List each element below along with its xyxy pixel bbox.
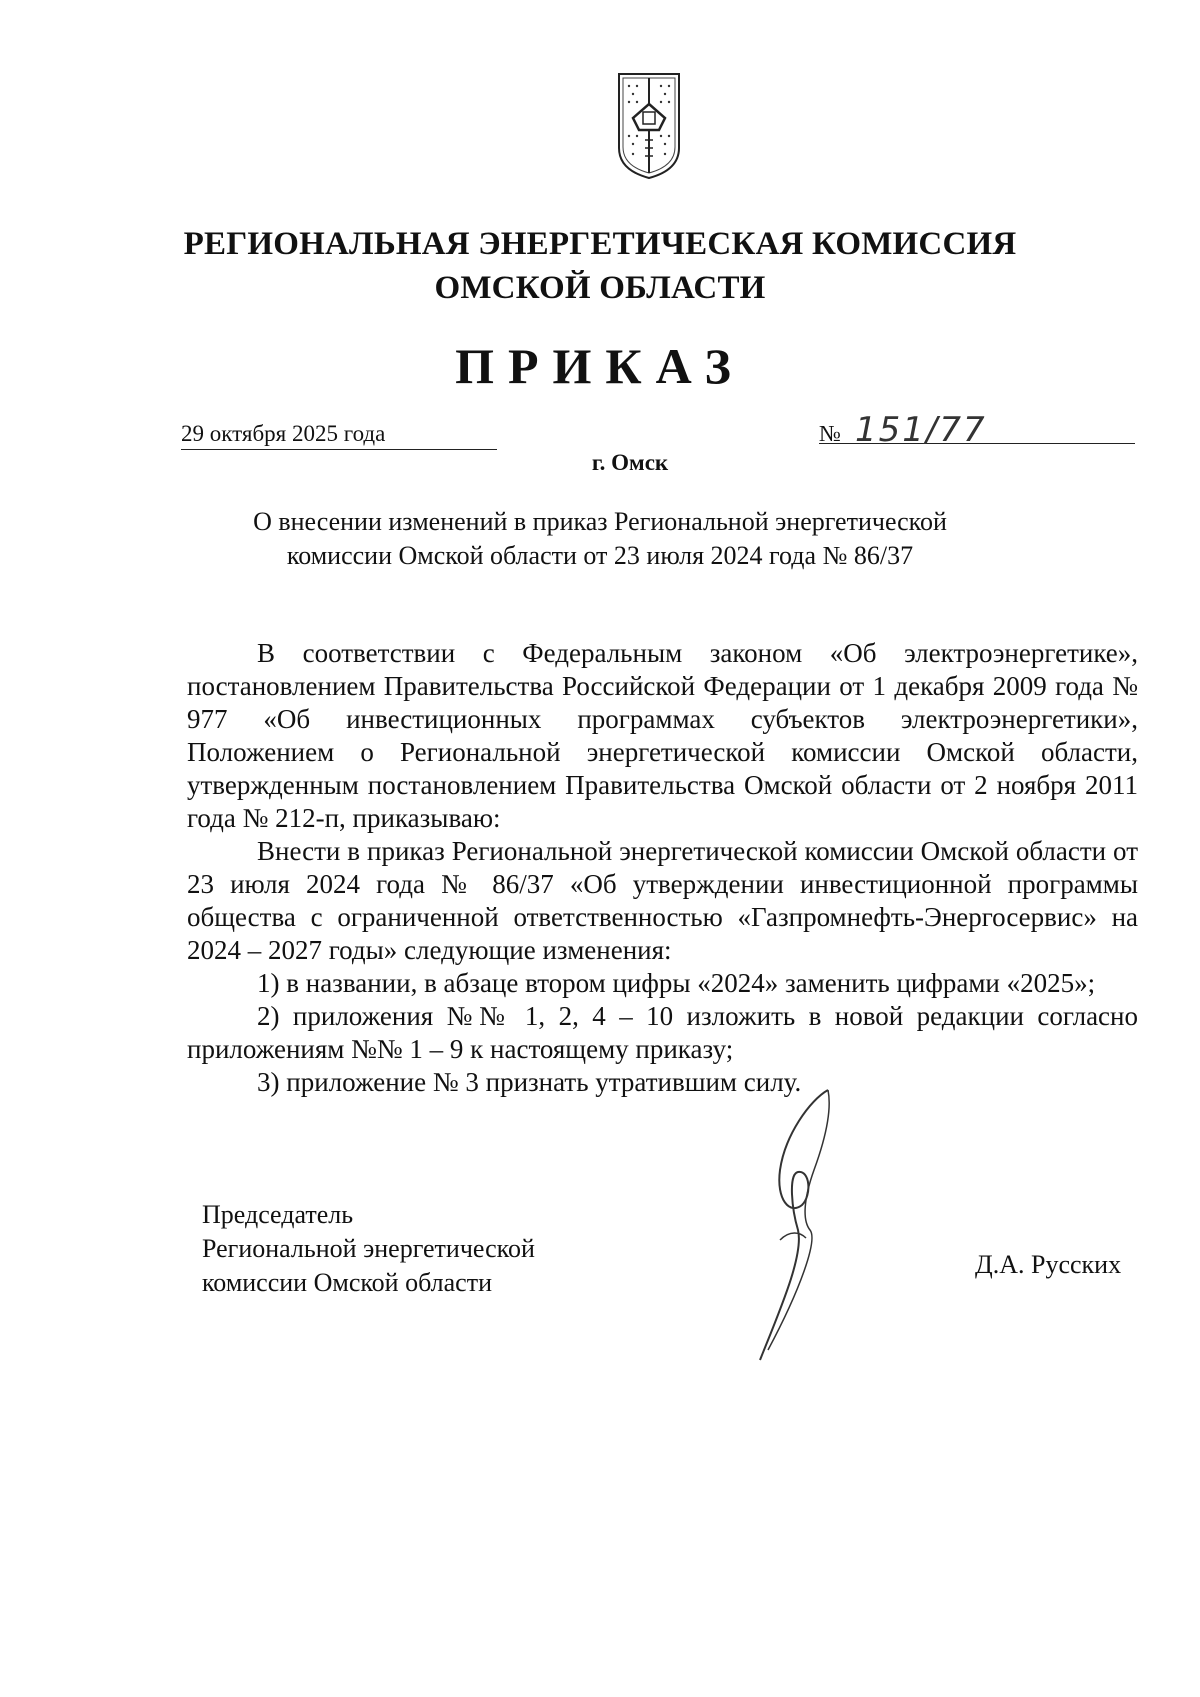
body-paragraph-basis: В соответствии с Федеральным законом «Об электроэнергетике», постановлением Правительства Российской Федерации от 1 декабря 2009 года № 977 «Об инвестиционных программах субъектов электроэнергетики», Положением о Региональной энергетической комиссии Омской области, утвержденным постановлением Правительства Омской области от 2 ноября 2011 года № 212-п, приказываю: bbox=[187, 638, 1138, 833]
document-body bbox=[187, 637, 1138, 1099]
organization-name-line1: РЕГИОНАЛЬНАЯ ЭНЕРГЕТИЧЕСКАЯ КОМИССИЯ bbox=[183, 226, 1017, 262]
body-item-1: 1) в названии, в абзаце втором цифры «2024» заменить цифрами «2025»; bbox=[257, 968, 1096, 998]
organization-name-line2: ОМСКОЙ ОБЛАСТИ bbox=[434, 270, 766, 306]
body-item-3: 3) приложение № 3 признать утратившим силу. bbox=[257, 1067, 802, 1097]
body-paragraph-order: Внести в приказ Региональной энергетической комиссии Омской области от 23 июля 2024 года № 86/37 «Об утверждении инвестиционной программы общества с ограниченной ответственностью «Газпромнефть-Энергосервис» на 2024 – 2027 годы» следующие изменения: bbox=[187, 836, 1138, 965]
handwritten-signature bbox=[740, 1080, 880, 1370]
document-type-title: ПРИКАЗ bbox=[455, 338, 745, 394]
document-number bbox=[819, 408, 1135, 450]
subject-line2: комиссии Омской области от 23 июля 2024 года № 86/37 bbox=[286, 541, 914, 570]
signer-title-line3: комиссии Омской области bbox=[202, 1268, 492, 1297]
number-value: 151/77 bbox=[855, 410, 987, 450]
signer-title-line1: Председатель bbox=[202, 1200, 354, 1229]
signer-title-line2: Региональной энергетической bbox=[202, 1234, 535, 1263]
number-label: № bbox=[819, 421, 841, 446]
signer-name: Д.А. Русских bbox=[975, 1250, 1122, 1279]
signer-title bbox=[202, 1198, 535, 1300]
city: г. Омск bbox=[591, 450, 669, 475]
body-item-2: 2) приложения №№ 1, 2, 4 – 10 изложить в новой редакции согласно приложениям №№ 1 – 9 к настоящему приказу; bbox=[187, 1001, 1138, 1064]
coat-of-arms-emblem bbox=[615, 70, 683, 182]
document-subject bbox=[0, 505, 1200, 573]
organization-name bbox=[0, 222, 1200, 310]
subject-line1: О внесении изменений в приказ Региональной энергетической bbox=[253, 507, 947, 536]
document-date: 29 октября 2025 года bbox=[181, 421, 497, 450]
